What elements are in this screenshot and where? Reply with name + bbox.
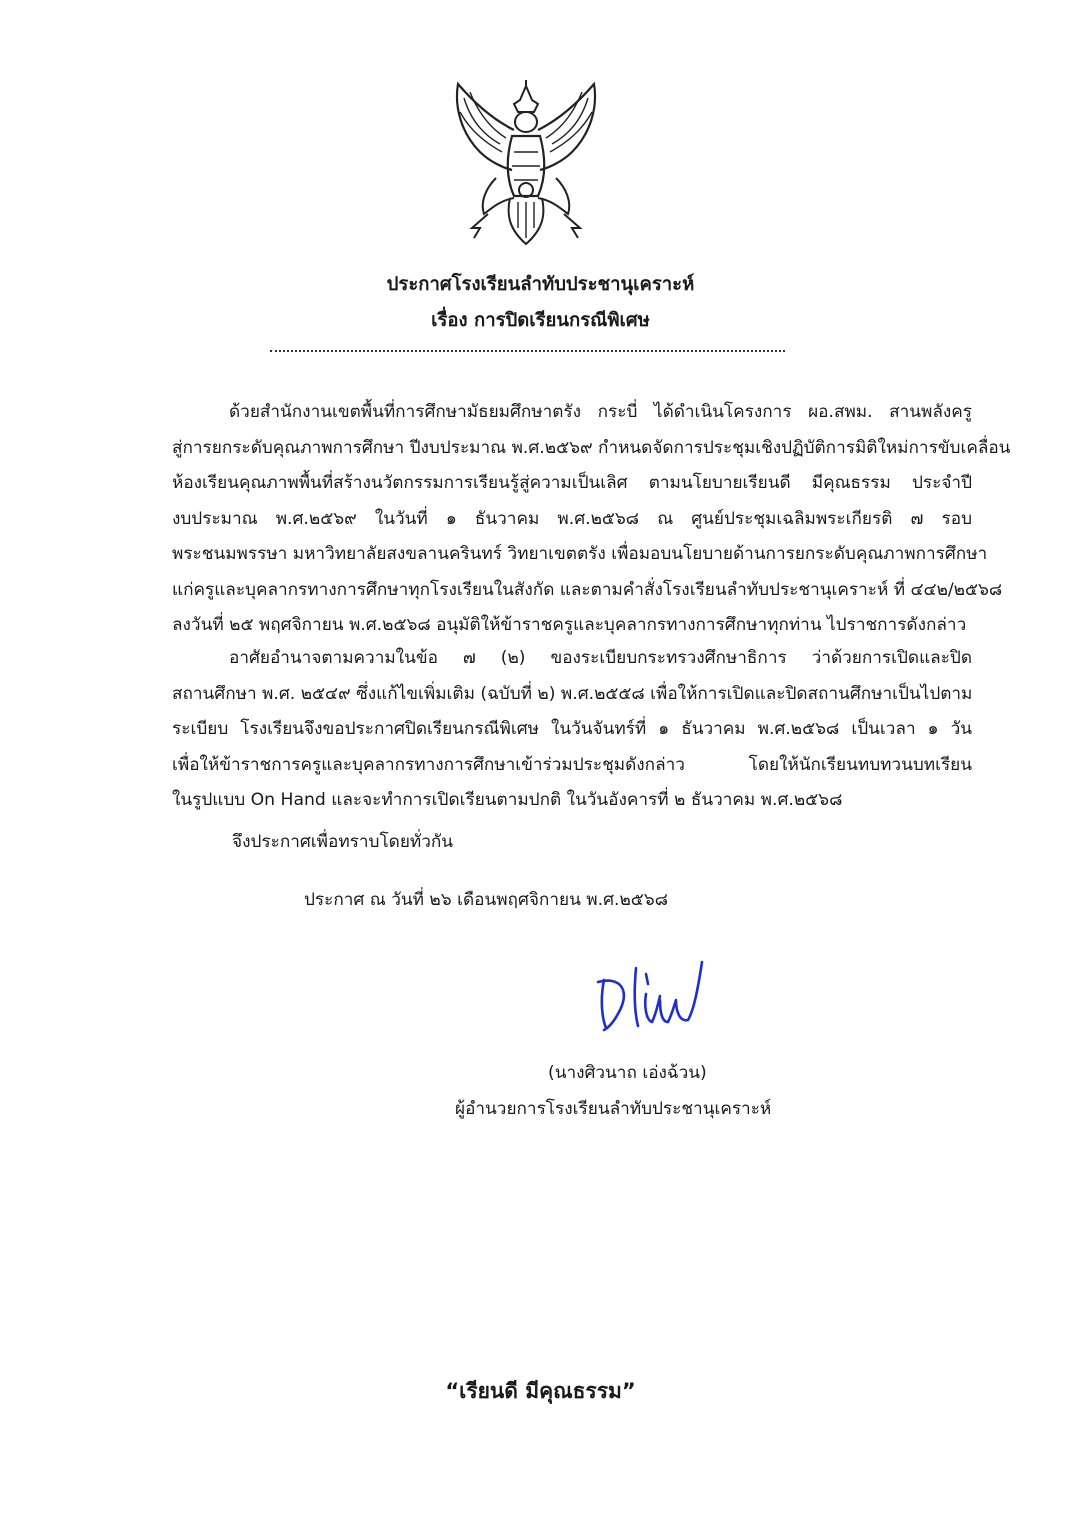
- signer-position: ผู้อำนวยการโรงเรียนลำทับประชานุเคราะห์: [455, 1099, 772, 1119]
- handwritten-signature: [590, 950, 730, 1045]
- paragraph-2-line: ในรูปแบบ On Hand และจะทำการเปิดเรียนตามปกติ ในวันอังคารที่ ๒ ธันวาคม พ.ศ.๒๕๖๘: [172, 790, 843, 810]
- dotted-divider: [270, 340, 785, 352]
- paragraph-2-line: เพื่อให้ข้าราชการครูและบุคลากรทางการศึกษาเข้าร่วมประชุมดังกล่าว โดยให้นักเรียนทบทวนบทเรียน: [172, 754, 972, 775]
- announcement-title: ประกาศโรงเรียนลำทับประชานุเคราะห์: [386, 274, 695, 295]
- paragraph-2-line: สถานศึกษา พ.ศ. ๒๕๔๙ ซึ่งแก้ไขเพิ่มเติม (ฉบับที่ ๒) พ.ศ.๒๕๕๘ เพื่อให้การเปิดและปิดสถานศึกษาเป็นไปตาม: [172, 683, 973, 704]
- paragraph-1-line: ห้องเรียนคุณภาพพื้นที่สร้างนวัตกรรมการเรียนรู้สู่ความเป็นเลิศ ตามนโยบายเรียนดี มีคุณธรรม ประจำปี: [172, 473, 972, 493]
- paragraph-2-line: อาศัยอำนาจตามความในข้อ ๗ (๒) ของระเบียบกระทรวงศึกษาธิการ ว่าด้วยการเปิดและปิด: [229, 648, 972, 668]
- paragraph-1-line: ลงวันที่ ๒๕ พฤศจิกายน พ.ศ.๒๕๖๘ อนุมัติให้ข้าราชครูและบุคลากรทางการศึกษาทุกท่าน ไปราชการดังกล่าว: [172, 615, 967, 635]
- paragraph-1-line: พระชนมพรรษา มหาวิทยาลัยสงขลานครินทร์ วิทยาเขตตรัง เพื่อมอบนโยบายด้านการยกระดับคุณภาพการศึกษา: [172, 544, 988, 564]
- school-motto: “เรียนดี มีคุณธรรม”: [445, 1379, 636, 1403]
- paragraph-1-line: ด้วยสำนักงานเขตพื้นที่การศึกษามัธยมศึกษาตรัง กระบี่ ได้ดำเนินโครงการ ผอ.สพม. สานพลังครู: [229, 402, 972, 422]
- paragraph-1: [172, 395, 1011, 644]
- paragraph-2: [172, 641, 972, 819]
- signature-stroke: [590, 950, 730, 1045]
- announcement-date: ประกาศ ณ วันที่ ๒๖ เดือนพฤศจิกายน พ.ศ.๒๕๖๘: [304, 890, 668, 910]
- garuda-emblem-graphic: [440, 78, 612, 248]
- paragraph-1-line: แก่ครูและบุคลากรทางการศึกษาทุกโรงเรียนในสังกัด และตามคำสั่งโรงเรียนลำทับประชานุเคราะห์ ที่ ๔๔๒/๒๕๖๘: [172, 579, 1003, 600]
- signer-name: (นางศิวนาถ เอ่งฉ้วน): [548, 1063, 707, 1083]
- announcement-subject: เรื่อง การปิดเรียนกรณีพิเศษ: [431, 310, 650, 331]
- garuda-emblem-icon: [440, 78, 612, 248]
- paragraph-1-line: งบประมาณ พ.ศ.๒๕๖๙ ในวันที่ ๑ ธันวาคม พ.ศ.๒๕๖๘ ณ ศูนย์ประชุมเฉลิมพระเกียรติ ๗ รอบ: [172, 508, 972, 529]
- paragraph-2-line: ระเบียบ โรงเรียนจึงขอประกาศปิดเรียนกรณีพิเศษ ในวันจันทร์ที่ ๑ ธันวาคม พ.ศ.๒๕๖๘ เป็นเวลา ๑ วัน: [172, 719, 972, 739]
- closing-statement: จึงประกาศเพื่อทราบโดยทั่วกัน: [232, 832, 454, 852]
- paragraph-1-line: สู่การยกระดับคุณภาพการศึกษา ปีงบประมาณ พ.ศ.๒๕๖๙ กำหนดจัดการประชุมเชิงปฏิบัติการมิติใหม่การขับเคลื่อน: [172, 437, 1011, 458]
